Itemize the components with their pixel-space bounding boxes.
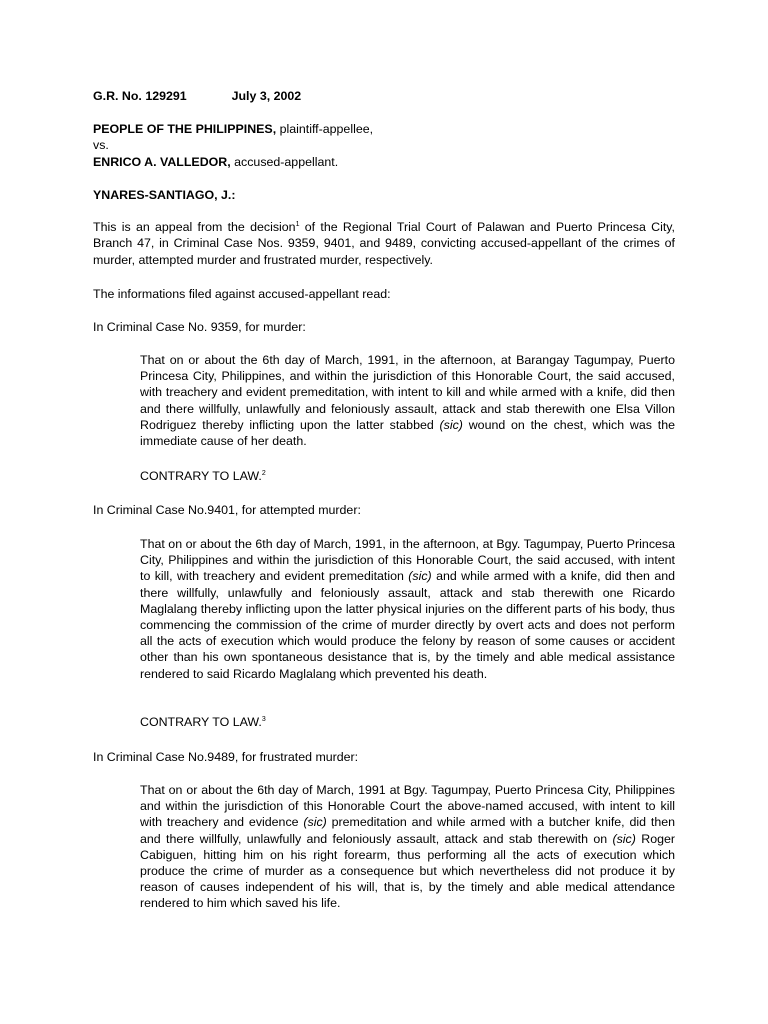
case3-text-3: Roger Cabiguen, hitting him on his right forearm, thus performing all the acts of execution which produce the crime of murder as a consequence but which nevertheless did not produce it by reason of causes independent of his will, that is, by the timely and able medical attendance rendered to him which saved his life. <box>140 831 675 911</box>
case1-information <box>140 352 675 449</box>
intro-text-2: of the Regional Trial Court of Palawan and Puerto Princesa City, Branch 47, in Criminal Case Nos. 9359, 9401, and 9489, convicting accused-appellant of the crimes of murder, attempted murder and frustrated murder, respectively. <box>93 220 675 267</box>
case2-text-2: and while armed with a knife, did then and there willfully, unlawfully and feloniously assault, attack and stab therewith one Ricardo Maglalang thereby inflicting upon the latter physical injuries on the different parts of his body, thus commencing the commission of the crime of murder directly by overt acts and does not perform all the acts of execution which would produce the felony by reason of some causes or accident other than his own spontaneous desistance that is, by the timely and able medical assistance rendered to said Ricardo Maglalang which prevented his death. <box>140 569 675 681</box>
informations-intro: The informations filed against accused-appellant read: <box>93 287 391 301</box>
case2-contrary-text: CONTRARY TO LAW. <box>140 715 262 729</box>
plaintiff-line <box>93 121 373 137</box>
accused-line <box>93 154 338 170</box>
case3-information <box>140 782 675 912</box>
case1-text-1: That on or about the 6th day of March, 1991, in the afternoon, at Barangay Tagumpay, Puerto Princesa City, Philippines, and within the jurisdiction of this Honorable Court, the said accused, with treachery and evident premeditation, with intent to kill and while armed with a knife, did then and there willfully, unlawfully and feloniously assault, attack and stab therewith one Elsa Villon Rodriguez thereby inflicting upon the latter stabbed <box>140 353 675 432</box>
case2-contrary <box>140 714 266 730</box>
plaintiff-name: PEOPLE OF THE PHILIPPINES, <box>93 122 277 136</box>
accused-name: ENRICO A. VALLEDOR, <box>93 155 231 169</box>
ponente: YNARES-SANTIAGO, J.: <box>93 188 236 202</box>
gr-number: G.R. No. 129291 <box>93 89 187 103</box>
plaintiff-role: plaintiff-appellee, <box>279 122 374 136</box>
case-header <box>93 88 301 104</box>
case2-information <box>140 536 675 682</box>
case1-sic: (sic) <box>439 417 463 432</box>
case2-sic: (sic) <box>408 569 432 584</box>
versus: vs. <box>93 138 109 152</box>
case3-sic-1: (sic) <box>303 815 327 830</box>
intro-paragraph <box>93 219 675 268</box>
case3-sic-2: (sic) <box>612 831 636 846</box>
case1-contrary-text: CONTRARY TO LAW. <box>140 469 262 483</box>
case3-text-1: That on or about the 6th day of March, 1991 at Bgy. Tagumpay, Puerto Princesa City, Philippines and within the jurisdiction of this Honorable Court the above-named accused, with intent to kill with treachery and evidence <box>140 783 675 830</box>
intro-text-1: This is an appeal from the decision <box>93 220 296 234</box>
decision-date: July 3, 2002 <box>231 89 302 103</box>
footnote-2[interactable]: 2 <box>261 469 266 477</box>
case1-heading: In Criminal Case No. 9359, for murder: <box>93 320 306 334</box>
case2-heading: In Criminal Case No.9401, for attempted murder: <box>93 503 361 517</box>
footnote-1[interactable]: 1 <box>295 220 300 228</box>
case3-text-2: premeditation and while armed with a butcher knife, did then and there willfully, unlawfully and feloniously assault, attack and stab therewith on <box>140 815 675 846</box>
footnote-3[interactable]: 3 <box>261 715 266 723</box>
case2-text-1: That on or about the 6th day of March, 1991, in the afternoon, at Bgy. Tagumpay, Puerto Princesa City, Philippines and within the jurisdiction of this Honorable Court, the said accused, with intent to kill, with treachery and evident premeditation <box>140 537 675 584</box>
case1-text-2: wound on the chest, which was the immediate cause of her death. <box>140 417 675 449</box>
case1-contrary <box>140 468 266 484</box>
accused-role: accused-appellant. <box>234 155 339 169</box>
case3-heading: In Criminal Case No.9489, for frustrated murder: <box>93 750 359 764</box>
